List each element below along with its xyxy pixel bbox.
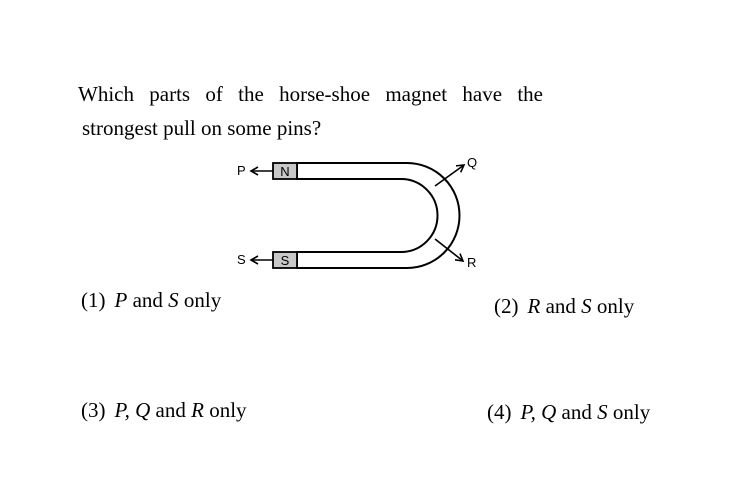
- answer-option-3[interactable]: [81, 397, 247, 423]
- option-number: (1): [81, 288, 106, 312]
- answer-option-4[interactable]: [487, 399, 650, 425]
- north-pole-label: N: [280, 164, 290, 179]
- option-tail: only: [607, 400, 651, 424]
- arrow-label-r: R: [467, 255, 477, 270]
- horseshoe-magnet-svg: [225, 148, 495, 278]
- option-letters: P: [114, 288, 128, 312]
- arrow-label-p: P: [237, 163, 246, 178]
- option-separator: and: [150, 398, 192, 422]
- horseshoe-magnet-diagram: [225, 148, 495, 278]
- option-letters: R: [527, 294, 541, 318]
- answer-option-2[interactable]: [494, 293, 634, 319]
- magnet-body-outline: [297, 163, 460, 268]
- option-number: (4): [487, 400, 512, 424]
- option-separator: and: [556, 400, 598, 424]
- question-line-1: Which parts of the horse-shoe magnet have the: [78, 82, 543, 106]
- option-letter-2: S: [597, 400, 608, 424]
- arrow-label-s: S: [237, 252, 246, 267]
- option-separator: and: [127, 288, 169, 312]
- option-number: (2): [494, 294, 519, 318]
- arrow-label-q: Q: [467, 155, 478, 170]
- option-letter-2: S: [581, 294, 592, 318]
- question-text: [78, 77, 548, 145]
- option-tail: only: [203, 398, 247, 422]
- option-tail: only: [178, 288, 222, 312]
- option-number: (3): [81, 398, 106, 422]
- option-letters: P, Q: [114, 398, 151, 422]
- south-pole-label: S: [280, 253, 290, 268]
- option-letter-2: R: [191, 398, 204, 422]
- option-tail: only: [591, 294, 635, 318]
- question-line-2: strongest pull on some pins?: [82, 116, 322, 140]
- option-separator: and: [540, 294, 582, 318]
- option-letter-2: S: [168, 288, 179, 312]
- option-letters: P, Q: [520, 400, 557, 424]
- answer-option-1[interactable]: [81, 287, 221, 313]
